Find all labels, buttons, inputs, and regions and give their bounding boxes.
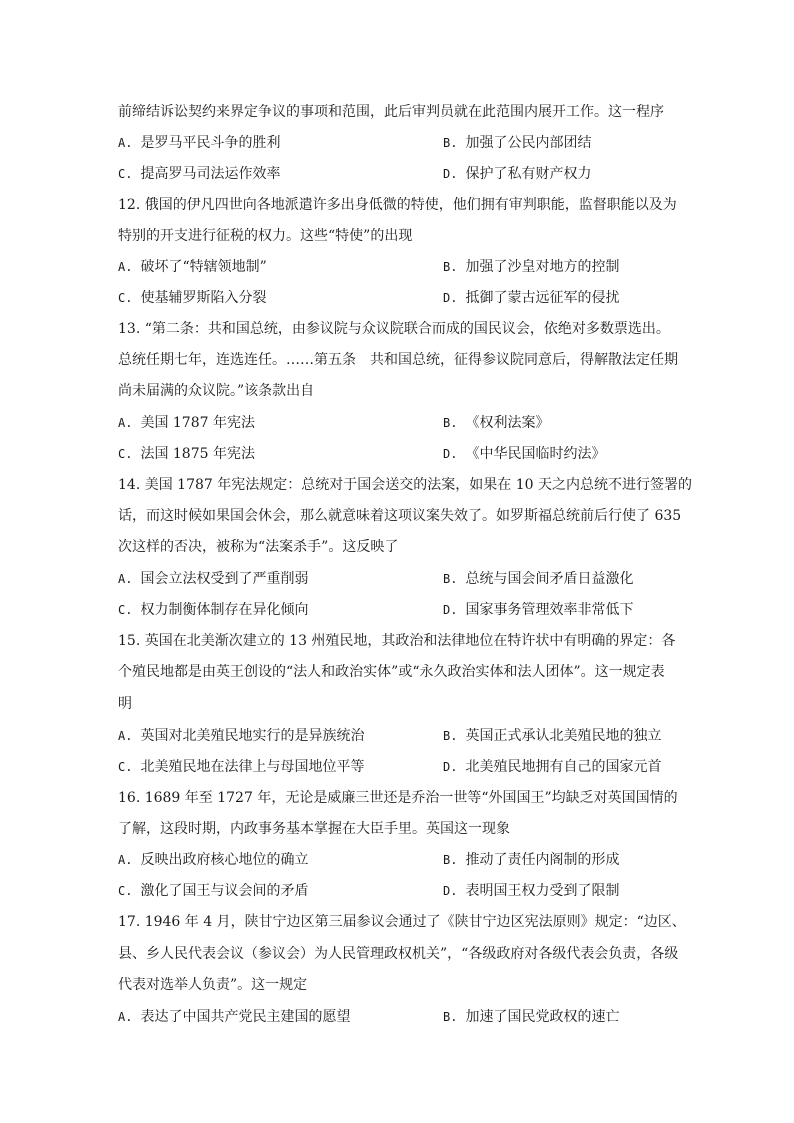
q14-stem-line-2: 话，而这时候如果国会休会，那么就意味着这项议案失效了。如罗斯福总统前后行使了 635 <box>118 508 682 524</box>
q16-stem-line-1: 16. 1689 年至 1727 年，无论是威廉三世还是乔治一世等“外国国王”均缺乏对英国国情的 <box>118 790 678 806</box>
q16-option-c[interactable] <box>118 881 308 901</box>
option-letter: C. <box>118 884 133 898</box>
option-letter: C. <box>118 447 133 461</box>
option-text: 美国 1787 年宪法 <box>140 415 255 431</box>
q12-option-a[interactable] <box>118 257 267 277</box>
option-letter: D. <box>443 884 458 898</box>
option-letter: A. <box>118 853 133 867</box>
option-letter: D. <box>443 167 458 181</box>
q15-option-b[interactable] <box>443 726 661 746</box>
q15-option-a[interactable] <box>118 726 364 746</box>
option-letter: A. <box>118 1010 133 1024</box>
q12-option-c[interactable] <box>118 288 266 308</box>
option-letter: D. <box>443 603 458 617</box>
option-text: 加强了沙皇对地方的控制 <box>465 259 620 275</box>
option-letter: B. <box>443 853 458 867</box>
option-text: 法国 1875 年宪法 <box>140 446 255 462</box>
q14-option-a[interactable] <box>118 569 308 589</box>
option-text: 加强了公民内部团结 <box>465 135 592 151</box>
option-letter: C. <box>118 291 133 305</box>
option-letter: A. <box>118 136 133 150</box>
option-text: 表达了中国共产党民主建国的愿望 <box>140 1009 351 1025</box>
option-text: 北美殖民地在法律上与母国地位平等 <box>140 759 365 775</box>
q12-stem-line-1: 12. 俄国的伊凡四世向各地派遣许多出身低微的特使，他们拥有审判职能，监督职能以及为 <box>118 197 677 213</box>
q13-option-d[interactable] <box>443 444 605 464</box>
q11-option-b[interactable] <box>443 133 591 153</box>
option-letter: B. <box>443 572 458 586</box>
q14-option-d[interactable] <box>443 600 633 620</box>
q15-stem-line-2: 个殖民地都是由英王创设的“法人和政治实体”或“永久政治实体和法人团体”。这一规定表 <box>118 664 665 680</box>
option-text: 英国正式承认北美殖民地的独立 <box>465 728 662 744</box>
option-text: 反映出政府核心地位的确立 <box>140 852 309 868</box>
option-letter: B. <box>443 260 458 274</box>
q17-stem-line-3: 代表对选举人负责”。这一规定 <box>118 977 308 993</box>
q14-stem-line-3: 次这样的否决，被称为“法案杀手”。这反映了 <box>118 539 399 555</box>
option-text: 国家事务管理效率非常低下 <box>465 602 634 618</box>
intro-line: 前缔结诉讼契约来界定争议的事项和范围，此后审判员就在此范围内展开工作。这一程序 <box>118 104 664 120</box>
q12-option-d[interactable] <box>443 288 619 308</box>
q17-option-a[interactable] <box>118 1007 350 1027</box>
q13-option-a[interactable] <box>118 413 255 433</box>
q11-option-d[interactable] <box>443 164 591 184</box>
q11-option-a[interactable] <box>118 133 280 153</box>
q14-stem-line-1: 14. 美国 1787 年宪法规定：总统对于国会送交的法案，如果在 10 天之内总统不进行签署的 <box>118 477 692 493</box>
option-letter: A. <box>118 416 133 430</box>
option-letter: B. <box>443 136 458 150</box>
q14-option-c[interactable] <box>118 600 308 620</box>
option-letter: B. <box>443 729 458 743</box>
q12-option-b[interactable] <box>443 257 619 277</box>
q13-stem-line-3: 尚未届满的众议院。”该条款出自 <box>118 383 315 399</box>
option-text: 提高罗马司法运作效率 <box>140 166 281 182</box>
q13-stem-line-1: 13. “第二条：共和国总统，由参议院与众议院联合而成的国民议会，依绝对多数票选出。 <box>118 321 670 337</box>
q15-stem-line-1: 15. 英国在北美渐次建立的 13 州殖民地，其政治和法律地位在特许状中有明确的界定：各 <box>118 633 676 649</box>
option-letter: C. <box>118 760 133 774</box>
option-text: 推动了责任内阁制的形成 <box>465 852 620 868</box>
option-letter: C. <box>118 603 133 617</box>
option-letter: A. <box>118 729 133 743</box>
q17-stem-line-1: 17. 1946 年 4 月，陕甘宁边区第三届参议会通过了《陕甘宁边区宪法原则》规定：“边区、 <box>118 914 686 930</box>
option-text: 权力制衡体制存在异化倾向 <box>140 602 309 618</box>
option-letter: A. <box>118 572 133 586</box>
q13-option-b[interactable] <box>443 413 549 433</box>
option-text: 《中华民国临时约法》 <box>465 446 606 462</box>
option-text: 国会立法权受到了严重削弱 <box>140 571 309 587</box>
option-letter: B. <box>443 1010 458 1024</box>
option-letter: A. <box>118 260 133 274</box>
option-letter: D. <box>443 291 458 305</box>
q14-option-b[interactable] <box>443 569 633 589</box>
q12-stem-line-2: 特别的开支进行征税的权力。这些“特使”的出现 <box>118 228 413 244</box>
option-text: 英国对北美殖民地实行的是异族统治 <box>140 728 365 744</box>
option-text: 抵御了蒙古远征军的侵扰 <box>465 290 620 306</box>
option-text: 使基辅罗斯陷入分裂 <box>140 290 267 306</box>
option-letter: D. <box>443 760 458 774</box>
q13-option-c[interactable] <box>118 444 255 464</box>
q16-option-d[interactable] <box>443 881 619 901</box>
option-letter: C. <box>118 167 133 181</box>
option-text: 总统与国会间矛盾日益激化 <box>465 571 634 587</box>
option-text: 《权利法案》 <box>465 415 550 431</box>
q15-option-d[interactable] <box>443 757 661 777</box>
q11-option-c[interactable] <box>118 164 280 184</box>
option-text: 北美殖民地拥有自己的国家元首 <box>465 759 662 775</box>
option-text: 激化了国王与议会间的矛盾 <box>140 883 309 899</box>
option-letter: D. <box>443 447 458 461</box>
option-letter: B. <box>443 416 458 430</box>
option-text: 是罗马平民斗争的胜利 <box>140 135 281 151</box>
q13-stem-line-2: 总统任期七年，连选连任。……第五条 共和国总统，征得参议院同意后，得解散法定任期 <box>118 352 678 368</box>
option-text: 加速了国民党政权的速亡 <box>465 1009 620 1025</box>
option-text: 保护了私有财产权力 <box>465 166 592 182</box>
q17-stem-line-2: 县、乡人民代表会议（参议会）为人民管理政权机关”，“各级政府对各级代表会负责，各级 <box>118 946 679 962</box>
option-text: 表明国王权力受到了限制 <box>465 883 620 899</box>
q15-stem-line-3: 明 <box>118 696 132 712</box>
q16-option-a[interactable] <box>118 850 308 870</box>
option-text: 破坏了“特辖领地制” <box>140 259 267 275</box>
q16-stem-line-2: 了解，这段时期，内政事务基本掌握在大臣手里。英国这一现象 <box>118 821 510 837</box>
q17-option-b[interactable] <box>443 1007 619 1027</box>
q15-option-c[interactable] <box>118 757 364 777</box>
q16-option-b[interactable] <box>443 850 619 870</box>
